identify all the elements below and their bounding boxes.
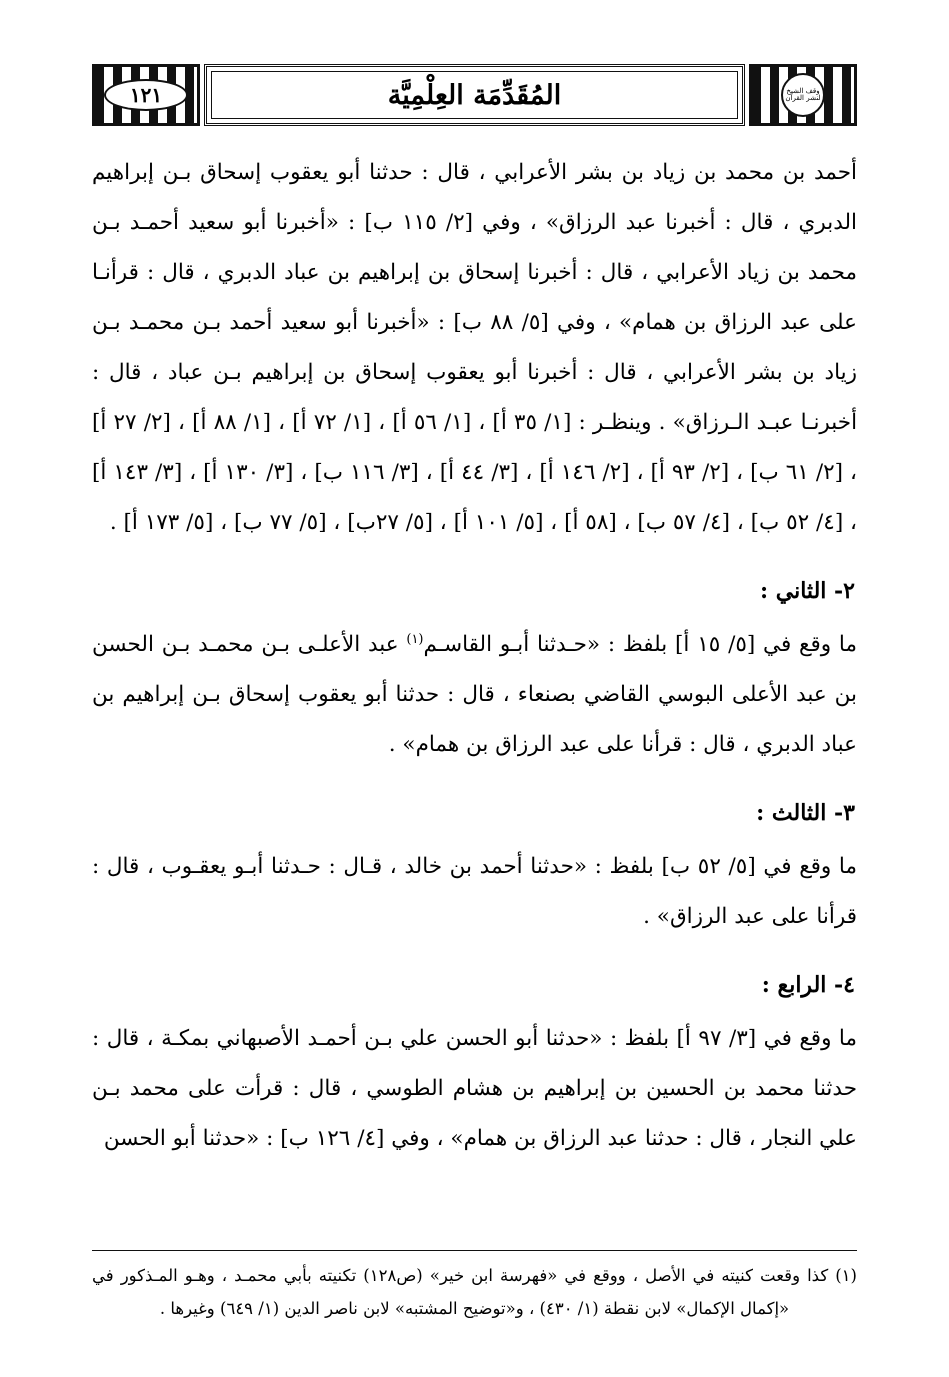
page-body (92, 148, 857, 1257)
paragraph-2 (92, 620, 857, 770)
heading-second: ٢- الثاني : (759, 578, 855, 604)
page-number: ١٢١ (104, 79, 188, 111)
paragraph-1: أحمد بن محمد بن زياد بن بشر الأعرابي ، قال : حدثنا أبو يعقوب إسحاق بـن إبراهيم الدبري ، قال : أخبرنا عبد الرزاق» ، وفي [٢/ ١١٥ ب] : «أخبرنا أبو سعيد أحمـد بـن محمد بن زياد الأعرابي ، قال : أخبرنا إسحاق بن إبراهيم بن عباد الدبري ، قال : قرأنـا على عبد الرزاق بن همام» ، وفي [٥/ ٨٨ ب] : «أخبرنا أبو سعيد أحمد بـن محمـد بـن زياد بن بشر الأعرابي ، قال : أخبرنا أبو يعقوب إسحاق بن إبراهيم بـن عباد ، قال : أخبرنـا عبـد الـرزاق» . وينظـر : [١/ ٣٥ أ] ، [١/ ٥٦ أ] ، [١/ ٧٢ أ] ، [١/ ٨٨ أ] ، [٢/ ٢٧ أ] ، [٢/ ٦١ ب] ، [٢/ ٩٣ أ] ، [٢/ ١٤٦ أ] ، [٣/ ٤٤ أ] ، [٣/ ١١٦ ب] ، [٣/ ١٣٠ أ] ، [٣/ ١٤٣ أ] ، [٤/ ٥٢ ب] ، [٤/ ٥٧ ب] ، [٥٨ أ] ، [٥/ ١٠١ أ] ، [٥/ ٢٧ب] ، [٥/ ٧٧ ب] ، [٥/ ١٧٣ أ] . (92, 160, 858, 535)
footnote-text: (١) كذا وقعت كنيته في الأصل ، ووقع في «فهرسة ابن خير» (ص١٢٨) تكنيته بأبي محمـد ، وهـو المـذكور في «إكمال الإكمال» لابن نقطة (١/ ٤٣٠) ، و«توضيح المشتبه» لابن ناصر الدين (١/ ٦٤٩) وغيرها . (92, 1266, 857, 1318)
section-fourth (92, 1014, 857, 1164)
header-ornament-right (92, 64, 200, 126)
header-ornament-left (749, 64, 857, 126)
section-continuation (92, 148, 857, 548)
footnote-marker: (١) (406, 631, 424, 647)
paragraph-2-post: عبد الأعلـى بـن محمـد بـن الحسن بن عبد الأعلى البوسي القاضي بصنعاء ، قال : حدثنا أبو يعقوب إسحاق بـن إبراهيم بن عباد الدبري ، قال : قرأنا على عبد الرزاق بن همام» . (92, 632, 857, 757)
footnote-divider (92, 1250, 857, 1251)
waqf-seal-icon: وقف الشيخ لنشر القرآن (781, 73, 825, 117)
header-title-box (204, 64, 745, 126)
heading-third: ٣- الثالث : (756, 800, 855, 826)
heading-fourth: ٤- الرابع : (761, 972, 855, 998)
section-second (92, 620, 857, 770)
section-third (92, 842, 857, 942)
paragraph-4: ما وقع في [٣/ ٩٧ أ] بلفظ : «حدثنا أبو الحسن علي بـن أحمـد الأصبهاني بمكـة ، قال : حدثنا محمد بن الحسين بن إبراهيم بن هشام الطوسي ، قال : قرأت على محمد بـن علي النجار ، قال : حدثنا عبد الرزاق بن همام» ، وفي [٤/ ١٢٦ ب] : «حدثنا أبو الحسن (92, 1026, 857, 1151)
page-header (92, 64, 857, 126)
book-title: المُقَدِّمَة العِلْمِيَّة (387, 79, 562, 111)
paragraph-2-pre: ما وقع في [٥/ ١٥ أ] بلفظ : «حـدثنا أبـو القاسـم (423, 632, 857, 657)
paragraph-3: ما وقع في [٥/ ٥٢ ب] بلفظ : «حدثنا أحمد بن خالد ، قـال : حـدثنا أبـو يعقـوب ، قال : قرأنا على عبد الرزاق» . (92, 854, 857, 929)
